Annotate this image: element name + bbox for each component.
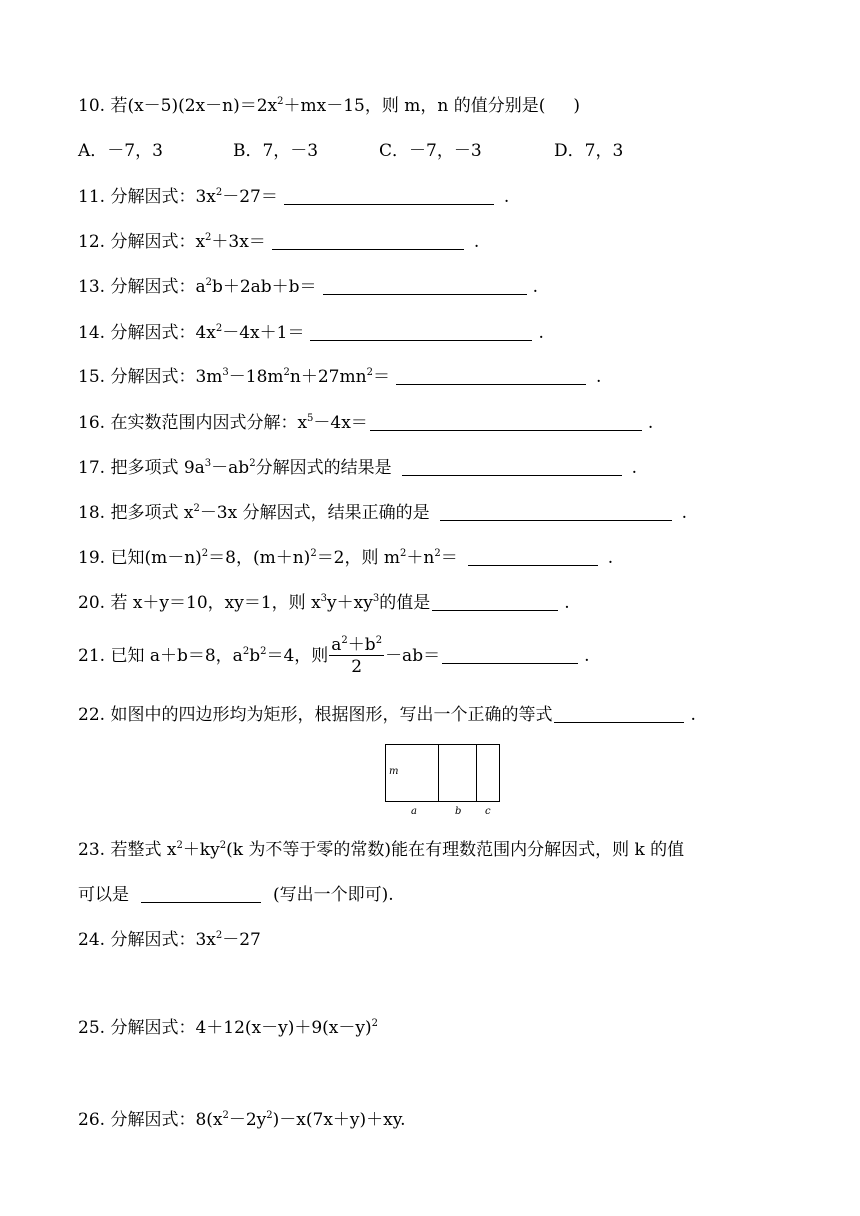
q23-exponent-2: 2 <box>219 840 227 851</box>
q26-exponent-1: 2 <box>222 1110 229 1121</box>
q15-text-2: －18m <box>228 367 284 387</box>
question-22 <box>78 704 696 726</box>
question-11 <box>78 186 509 208</box>
q15-exponent-1: 3 <box>222 367 229 378</box>
q20-period: . <box>564 593 570 613</box>
q23-text-3: (k 为不等于零的常数)能在有理数范围内分解因式，则 k 的值 <box>226 840 685 860</box>
q25-exponent: 2 <box>371 1018 378 1029</box>
q15-answer-blank[interactable] <box>396 383 586 385</box>
q18-text-2: －3x 分解因式，结果正确的是 <box>199 503 430 523</box>
q21-text-2: b <box>249 646 261 666</box>
q22-text: 22. 如图中的四边形均为矩形，根据图形，写出一个正确的等式 <box>78 705 553 725</box>
q18-period: . <box>681 503 688 523</box>
q16-period: . <box>647 413 654 433</box>
question-17 <box>78 457 637 479</box>
q16-exponent: 5 <box>307 413 314 424</box>
q17-exponent-1: 3 <box>204 458 212 469</box>
question-24 <box>78 929 261 951</box>
q11-answer-blank[interactable] <box>284 203 494 205</box>
q19-exponent-2: 2 <box>310 548 317 559</box>
q19-text-4: ＋n <box>406 548 435 568</box>
q20-text-2: y＋xy <box>327 593 373 613</box>
q17-text: 17. 把多项式 9a <box>78 458 205 478</box>
q24-text: 24. 分解因式：3x <box>78 930 216 950</box>
q21-num-exp-1: 2 <box>341 635 348 646</box>
q23-text-2: ＋ky <box>182 840 220 860</box>
q22-period: . <box>690 705 696 725</box>
q15-text: 15. 分解因式：3m <box>78 367 223 387</box>
q18-exponent: 2 <box>193 503 200 514</box>
option-d: D．7，3 <box>554 141 624 161</box>
q14-text: 14. 分解因式：4x <box>78 323 216 343</box>
q19-period: . <box>607 548 614 568</box>
q17-exponent-2: 2 <box>249 458 256 469</box>
outer-rectangle <box>386 745 500 802</box>
question-15 <box>78 366 601 388</box>
q12-exponent: 2 <box>205 232 212 243</box>
q11-period: . <box>503 187 510 207</box>
q20-text: 20. 若 x＋y＝10，xy＝1，则 x <box>78 593 321 613</box>
question-16 <box>78 412 653 434</box>
q17-answer-blank[interactable] <box>402 474 622 476</box>
option-c: C．－7，－3 <box>379 141 482 161</box>
q19-exponent-3: 2 <box>400 548 407 559</box>
question-23 <box>78 839 684 861</box>
question-26 <box>78 1109 406 1131</box>
q21-numerator <box>329 635 384 656</box>
label-m: m <box>389 766 399 777</box>
q19-text-2: ＝8，(m＋n) <box>208 548 311 568</box>
q17-period: . <box>631 458 637 478</box>
q12-answer-blank[interactable] <box>272 248 464 250</box>
q10-close-paren: ) <box>573 96 581 116</box>
q15-period: . <box>595 367 602 387</box>
option-b: B．7，－3 <box>233 141 319 161</box>
q21-text-3: ＝4，则 <box>266 646 329 666</box>
q16-text-2: －4x＝ <box>313 413 368 433</box>
question-12 <box>78 231 479 253</box>
q11-exponent: 2 <box>215 187 223 198</box>
q21-exponent-2: 2 <box>260 646 267 657</box>
q12-text-2: ＋3x＝ <box>211 232 266 252</box>
q21-num-a: a <box>331 635 342 655</box>
q26-text-3: )－x(7x＋y)＋xy. <box>272 1110 406 1130</box>
q26-text: 26. 分解因式：8(x <box>78 1110 223 1130</box>
q21-num-b: ＋b <box>347 635 376 655</box>
q10-stem: 10. 若(x－5)(2x－n)＝2x <box>78 96 278 116</box>
q23-exponent-1: 2 <box>176 840 183 851</box>
q24-exponent: 2 <box>215 930 223 941</box>
question-14 <box>78 322 544 344</box>
option-a: A．－7，3 <box>78 141 163 161</box>
rectangle-figure <box>385 744 505 829</box>
q10-rest: ＋mx－15，则 m，n 的值分别是( <box>283 96 546 116</box>
question-23-line-2 <box>78 884 394 906</box>
q12-period: . <box>473 232 480 252</box>
q15-text-3: n＋27mn <box>289 367 367 387</box>
label-a: a <box>411 806 417 817</box>
q17-text-3: 分解因式的结果是 <box>255 458 392 478</box>
q16-text: 16. 在实数范围内因式分解：x <box>78 413 308 433</box>
q19-text-5: ＝ <box>440 548 458 568</box>
q21-text-4: －ab＝ <box>385 646 441 666</box>
q15-text-4: ＝ <box>372 367 390 387</box>
q10-exponent: 2 <box>277 96 284 107</box>
q13-period: . <box>532 277 538 297</box>
q12-text: 12. 分解因式：x <box>78 232 206 252</box>
question-10 <box>78 95 580 117</box>
q24-text-2: －27 <box>222 930 261 950</box>
q21-text: 21. 已知 a＋b＝8，a <box>78 646 243 666</box>
label-b: b <box>455 806 462 817</box>
q21-denominator: 2 <box>351 657 363 677</box>
q13-text: 13. 分解因式：a <box>78 277 206 297</box>
q23-answer-blank[interactable] <box>141 901 261 903</box>
q21-exponent-1: 2 <box>242 646 250 657</box>
q14-exponent: 2 <box>215 323 223 334</box>
q16-answer-blank[interactable] <box>370 429 642 431</box>
q19-exponent-1: 2 <box>201 548 209 559</box>
q13-exponent: 2 <box>205 277 212 288</box>
q19-exponent-4: 2 <box>434 548 441 559</box>
q21-period: . <box>584 646 590 666</box>
q26-text-2: －2y <box>228 1110 267 1130</box>
label-c: c <box>485 806 491 817</box>
q21-fraction <box>329 635 384 678</box>
question-19 <box>78 547 613 569</box>
q23-text-5: (写出一个即可). <box>273 885 394 905</box>
q23-text-4: 可以是 <box>78 885 129 905</box>
q13-text-2: b＋2ab＋b＝ <box>211 277 317 297</box>
question-25 <box>78 1017 378 1039</box>
q15-exponent-2: 2 <box>283 367 290 378</box>
question-20 <box>78 592 570 614</box>
q20-answer-blank[interactable] <box>432 609 558 611</box>
q20-text-3: 的值是 <box>379 593 431 613</box>
q21-answer-blank[interactable] <box>442 662 578 664</box>
q19-text-3: ＝2，则 m <box>316 548 401 568</box>
q15-exponent-3: 2 <box>366 367 373 378</box>
q25-text: 25. 分解因式：4＋12(x－y)＋9(x－y) <box>78 1018 372 1038</box>
q17-text-2: －ab <box>211 458 250 478</box>
q26-exponent-2: 2 <box>266 1110 273 1121</box>
q18-answer-blank[interactable] <box>440 519 672 521</box>
q20-exponent-2: 3 <box>372 593 380 604</box>
q23-text: 23. 若整式 x <box>78 840 177 860</box>
q14-period: . <box>538 323 544 343</box>
q19-text: 19. 已知(m－n) <box>78 548 202 568</box>
question-18 <box>78 502 687 524</box>
q19-answer-blank[interactable] <box>468 564 598 566</box>
q21-num-exp-2: 2 <box>375 635 383 646</box>
question-21 <box>78 634 590 678</box>
q20-exponent-1: 3 <box>320 593 328 604</box>
q13-answer-blank[interactable] <box>323 293 527 295</box>
q11-text-2: －27＝ <box>222 187 278 207</box>
q11-text: 11. 分解因式：3x <box>78 187 216 207</box>
q18-text: 18. 把多项式 x <box>78 503 194 523</box>
q22-answer-blank[interactable] <box>554 721 684 723</box>
question-13 <box>78 276 538 298</box>
q14-text-2: －4x＋1＝ <box>222 323 305 343</box>
q14-answer-blank[interactable] <box>310 339 532 341</box>
